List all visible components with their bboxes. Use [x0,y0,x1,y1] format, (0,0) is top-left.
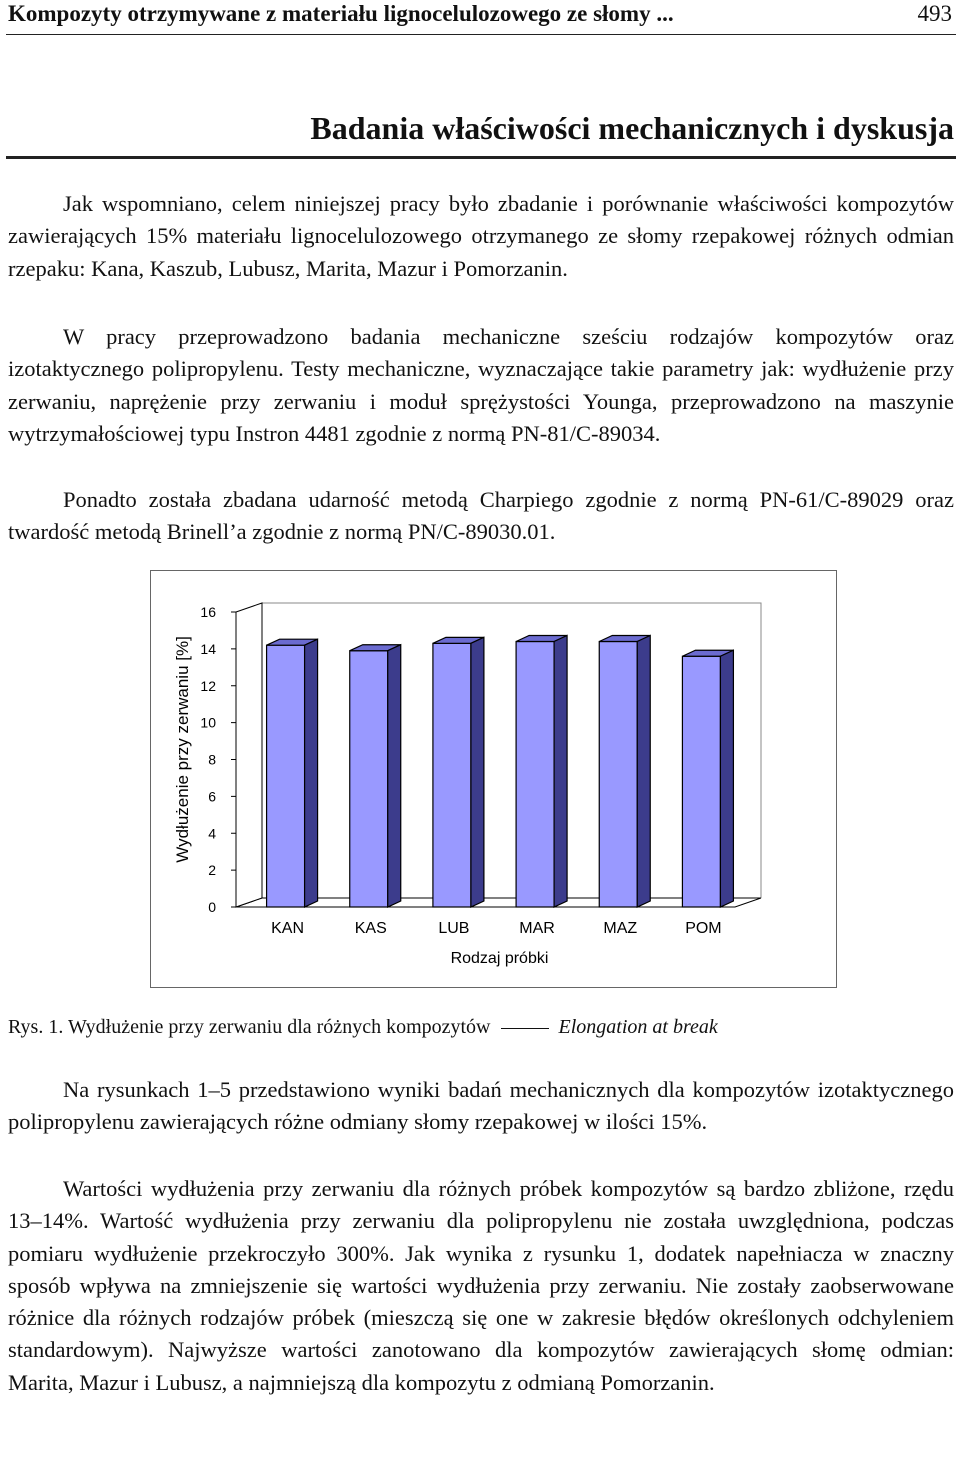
x-tick-label: MAR [519,920,555,937]
y-tick-label: 8 [208,751,216,768]
y-tick-label: 14 [200,640,216,657]
paragraph-intro: Jak wspomniano, celem niniejszej pracy było zbadanie i porównanie właściwości kompozytów zawierających 15% materiału lignocelulozowego otrzymanego ze słomy rzepakowej różnych odmian rzepaku: Kana, Kaszub, Lubusz, Marita, Mazur i Pomorzanin. [8,191,954,281]
caption-text-pl: Wydłużenie przy zerwaniu dla różnych kompozytów [67,1016,491,1038]
paragraph-results-intro: Na rysunkach 1–5 przedstawiono wyniki badań mechanicznych dla kompozytów izotaktycznego polipropylenu zawierających różne odmiany słomy rzepakowej w ilości 15%. [8,1077,954,1135]
bar-front [267,645,305,907]
x-tick-label: POM [685,920,722,937]
x-tick-label: KAS [354,920,387,937]
paragraph-additional-tests: Ponadto została zbadana udarność metodą Charpiego zgodnie z normą PN-61/C-89029 oraz twardość metodą Brinell’a zgodnie z normą PN/C-89030.01. [8,487,954,545]
y-tick-label: 12 [200,677,216,694]
elongation-bar-chart [150,570,837,988]
caption-label: Rys. 1. [8,1016,64,1038]
chart-left-wall [236,603,262,907]
x-tick-label: KAN [271,920,305,937]
caption-dash [501,1028,549,1029]
paragraph-methods: W pracy przeprowadzono badania mechaniczne sześciu rodzajów kompozytów oraz izotaktycznego polipropylenu. Testy mechaniczne, wyznaczające takie parametry jak: wydłużenie przy zerwaniu, naprężenie przy zerwaniu i moduł sprężystości Younga, przeprowadzono na maszynie wytrzymałościowej typu Instron 4481 zgodnie z normą PN-81/C-89034. [8,324,954,446]
header-rule [6,34,956,35]
bar-side [471,637,484,907]
y-tick-label: 0 [208,899,216,915]
bar-side [637,636,650,908]
bar-front [682,656,720,907]
figure-caption [8,1012,954,1042]
bar-side [554,636,567,908]
paragraph-results-discussion: Wartości wydłużenia przy zerwaniu dla różnych próbek kompozytów są bardzo zbliżone, rzędu 13–14%. Wartość wydłużenia przy zerwaniu dla polipropylenu nie została uwzględniona, podczas pomiaru wydłużenie przekroczyło 300%. Jak wynika z rysunku 1, dodatek napełniacza w znaczny sposób wpływa na zmniejszenie się wartości wydłużenia przy zerwaniu. Nie zostały zaobserwowane różnice dla różnych rodzajów próbek (mieszczą się one w zakresie błędów określonych odchyleniem standardowym). Najwyższe wartości zanotowano dla kompozytów zawierających słomę odmian: Marita, Mazur i Lubusz, a najmniejszą dla kompozytu z odmianą Pomorzanin. [8,1176,954,1395]
y-tick-label: 4 [208,825,216,842]
bar-side [305,639,318,907]
bar-front [350,651,388,907]
running-head [8,0,954,28]
bar-front [433,643,471,907]
running-head-title: Kompozyty otrzymywane z materiału lignocelulozowego ze słomy ... [8,1,674,26]
x-tick-label: LUB [438,920,470,937]
bar-side [720,650,733,907]
x-axis-label: Rodzaj próbki [450,950,549,967]
title-rule [6,156,956,159]
section-title: Badania właściwości mechanicznych i dyskusja [310,110,954,146]
y-tick-label: 6 [208,788,216,805]
y-axis-label: Wydłużenie przy zerwaniu [%] [173,636,192,863]
page-number: 493 [917,1,952,26]
bar-side [388,645,401,907]
y-tick-label: 10 [200,714,216,731]
x-tick-label: MAZ [603,920,638,937]
y-tick-label: 2 [208,862,216,879]
caption-text-en: Elongation at break [558,1016,718,1038]
y-tick-label: 16 [200,604,216,620]
bar-front [516,642,554,908]
bar-front [599,642,637,908]
